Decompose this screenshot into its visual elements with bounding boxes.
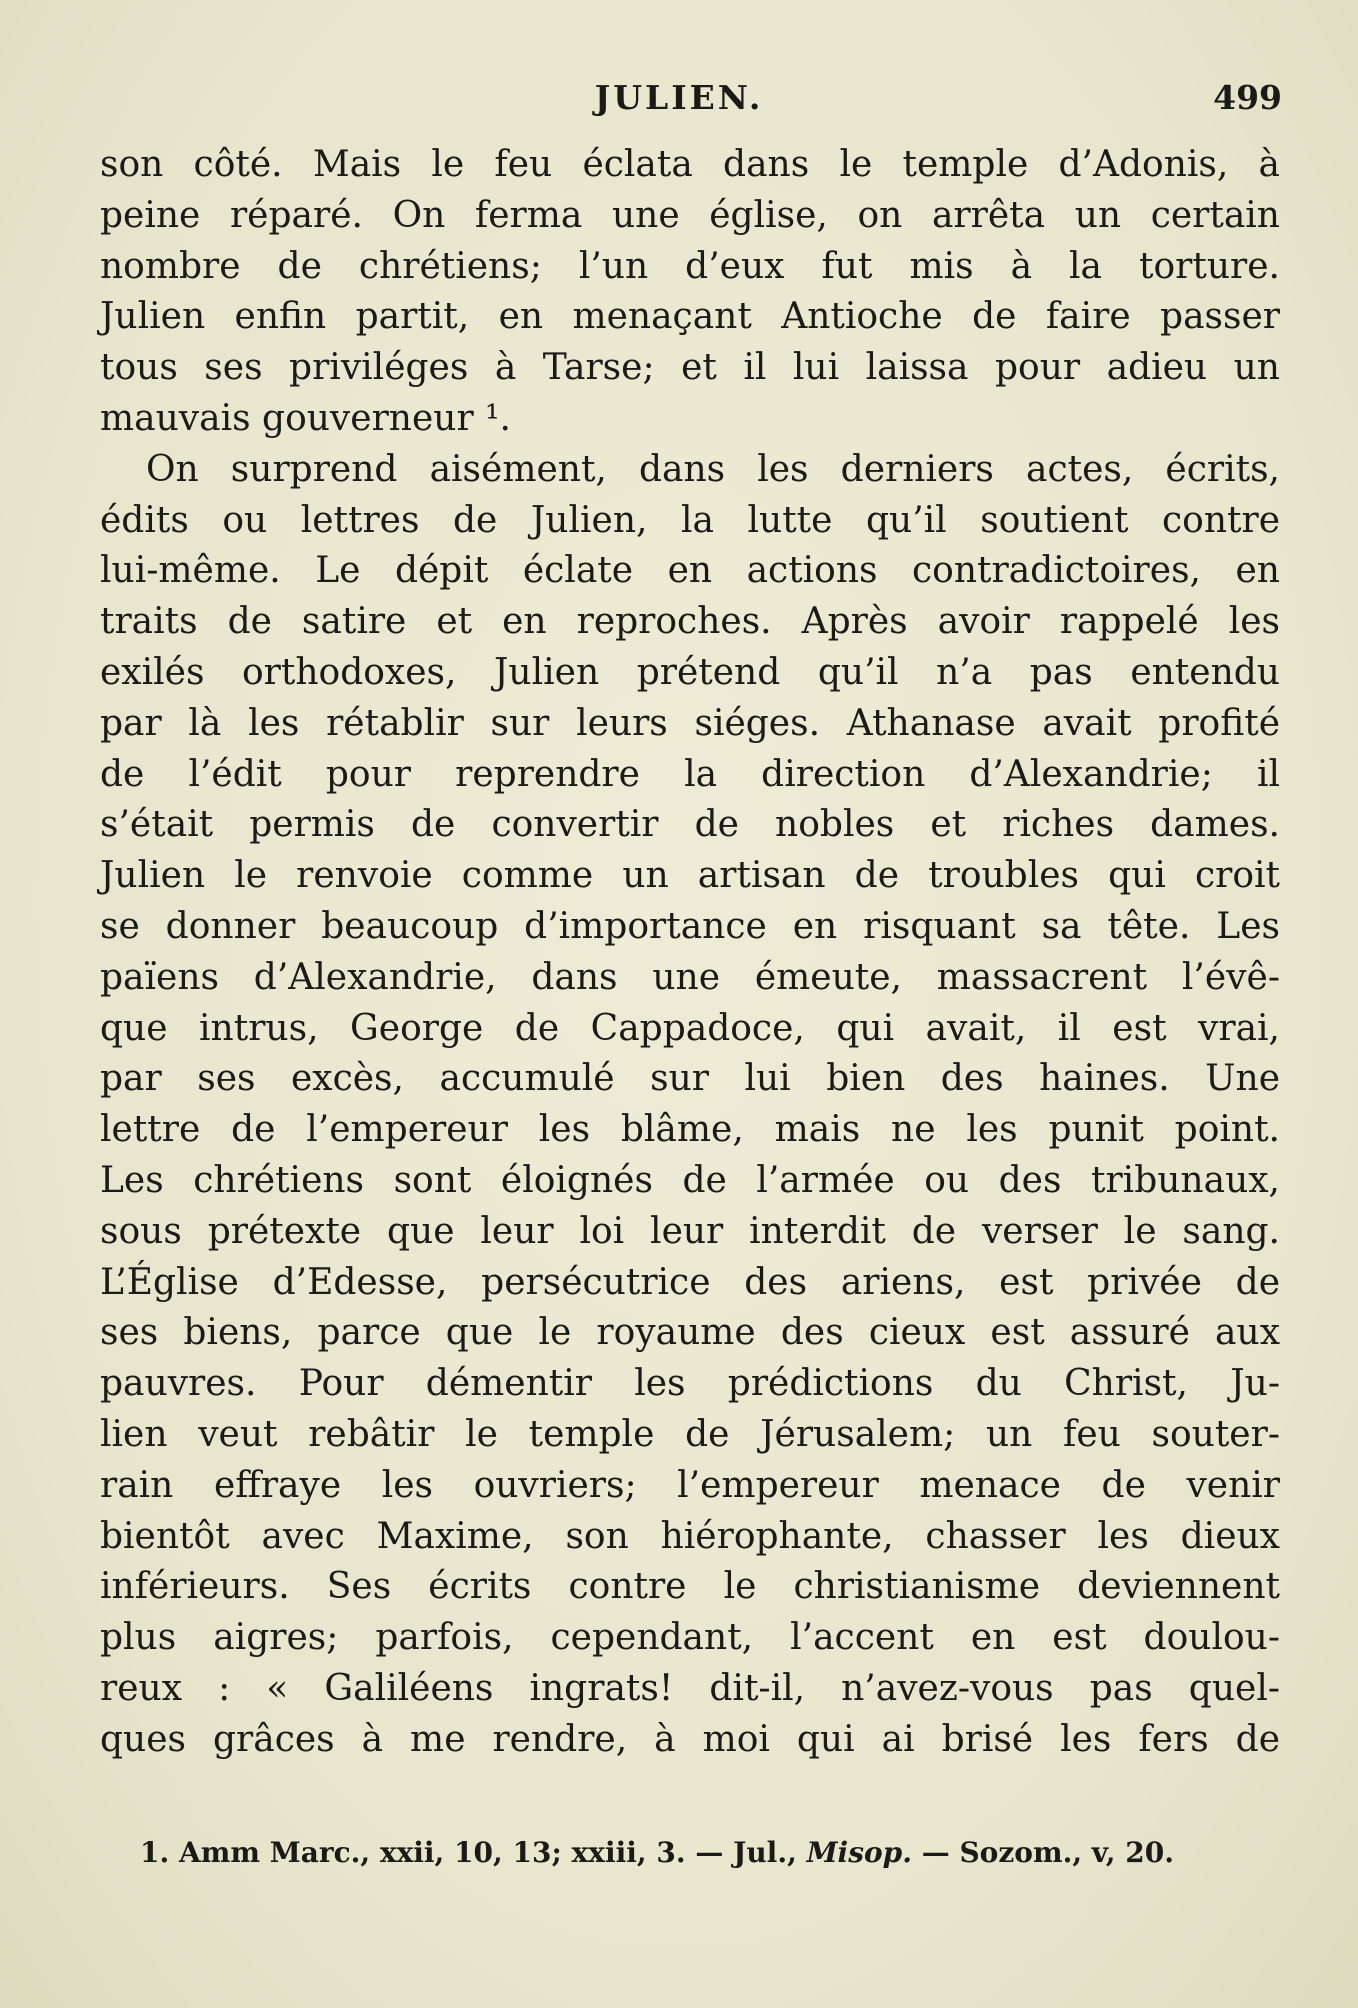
paragraph-end-line: mauvais gouverneur ¹. — [100, 397, 511, 439]
footnote-text-end: — Sozom., v, 20. — [911, 1836, 1175, 1869]
text-line: lui-même. Le dépit éclate en actions contradictoires, en — [100, 550, 1280, 592]
text-line: reux : « Galiléens ingrats! dit-il, n’avez-vous pas quel- — [100, 1667, 1280, 1709]
text-line: par là les rétablir sur leurs siéges. Athanase avait profité — [100, 702, 1280, 744]
text-line: Julien enfin partit, en menaçant Antioche de faire passer — [100, 296, 1280, 338]
text-line: païens d’Alexandrie, dans une émeute, massacrent l’évê- — [100, 956, 1280, 998]
page-header — [0, 78, 1358, 128]
text-line: se donner beaucoup d’importance en risquant sa tête. Les — [100, 905, 1280, 947]
text-line: de l’édit pour reprendre la direction d’Alexandrie; il — [100, 753, 1280, 795]
text-line: ques grâces à me rendre, à moi qui ai brisé les fers de — [100, 1718, 1280, 1760]
body-text — [100, 140, 1280, 1766]
text-line: nombre de chrétiens; l’un d’eux fut mis à la torture. — [100, 245, 1280, 287]
footnote-italic: Misop. — [806, 1836, 912, 1869]
footnote-text: 1. Amm Marc., xxii, 10, 13; xxiii, 3. — Jul., — [140, 1836, 807, 1869]
text-line: inférieurs. Ses écrits contre le christianisme deviennent — [100, 1566, 1280, 1608]
text-line: son côté. Mais le feu éclata dans le temple d’Adonis, à — [100, 144, 1280, 185]
text-line: que intrus, George de Cappadoce, qui avait, il est vrai, — [100, 1007, 1280, 1049]
text-line: pauvres. Pour démentir les prédictions du Christ, Ju- — [100, 1363, 1280, 1405]
text-line: par ses excès, accumulé sur lui bien des haines. Une — [100, 1058, 1280, 1100]
text-line: s’était permis de convertir de nobles et riches dames. — [100, 804, 1280, 846]
text-line: lettre de l’empereur les blâme, mais ne les punit point. — [100, 1109, 1280, 1151]
paragraph-start-line: On surprend aisément, dans les derniers actes, écrits, — [146, 448, 1280, 490]
text-line: ses biens, parce que le royaume des cieux est assuré aux — [100, 1312, 1280, 1354]
text-line: Les chrétiens sont éloignés de l’armée ou des tribunaux, — [100, 1159, 1280, 1201]
text-line: exilés orthodoxes, Julien prétend qu’il n’a pas entendu — [100, 651, 1280, 693]
text-line: Julien le renvoie comme un artisan de troubles qui croit — [100, 855, 1280, 897]
text-line: plus aigres; parfois, cependant, l’accent en est doulou- — [100, 1617, 1280, 1659]
text-line: L’Église d’Edesse, persécutrice des ariens, est privée de — [100, 1261, 1280, 1303]
text-line: édits ou lettres de Julien, la lutte qu’il soutient contre — [100, 499, 1280, 541]
running-title: JULIEN. — [594, 78, 764, 117]
text-line: rain effraye les ouvriers; l’empereur menace de venir — [100, 1464, 1280, 1506]
text-line: sous prétexte que leur loi leur interdit de verser le sang. — [100, 1210, 1280, 1252]
text-line: lien veut rebâtir le temple de Jérusalem; un feu souter- — [100, 1413, 1280, 1455]
text-line: tous ses priviléges à Tarse; et il lui laissa pour adieu un — [100, 347, 1280, 389]
text-line: bientôt avec Maxime, son hiérophante, chasser les dieux — [100, 1515, 1280, 1557]
text-line: peine réparé. On ferma une église, on arrêta un certain — [100, 194, 1280, 236]
footnote — [140, 1836, 1250, 1869]
text-line: traits de satire et en reproches. Après avoir rappelé les — [100, 601, 1280, 643]
page-number: 499 — [1213, 78, 1282, 117]
